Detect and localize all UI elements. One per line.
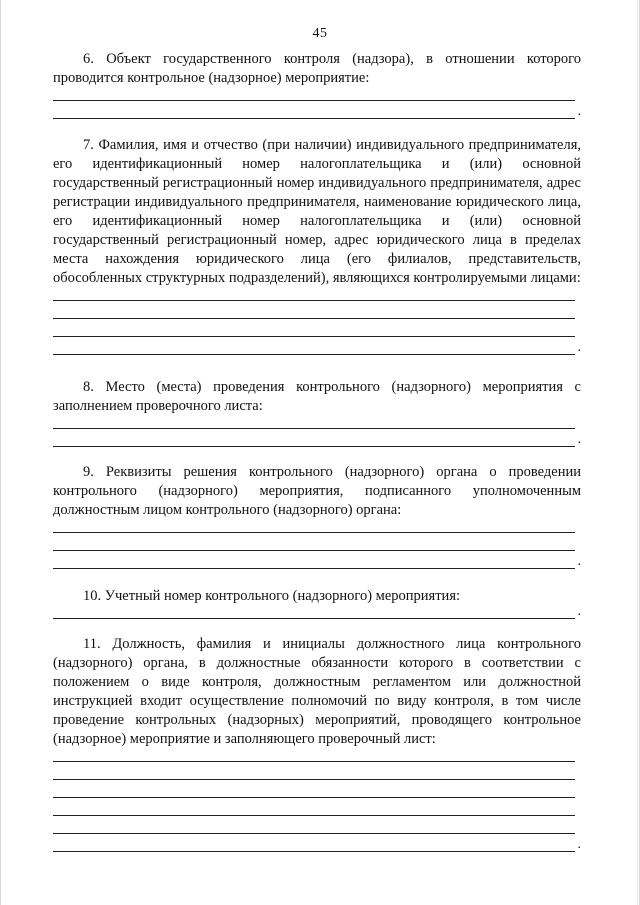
fill-line (53, 568, 575, 569)
fill-line (53, 100, 575, 101)
section-9 (53, 463, 581, 569)
fill-line (53, 428, 575, 429)
fill-line (53, 550, 575, 551)
fill-line (53, 118, 575, 119)
fill-line (53, 797, 575, 798)
fill-line (53, 318, 575, 319)
section-8-text: 8. Место (места) проведения контрольного (надзорного) мероприятия с заполнением проверочного листа: (53, 379, 581, 414)
fill-line (53, 833, 575, 834)
section-10 (53, 587, 581, 619)
fill-line (53, 815, 575, 816)
fill-line (53, 336, 575, 337)
section-6 (53, 50, 581, 119)
scan-edge-shadow (636, 0, 638, 905)
fill-line (53, 618, 575, 619)
page-number: 45 (312, 26, 328, 41)
section-11 (53, 635, 581, 852)
fill-line (53, 446, 575, 447)
section-10-text: 10. Учетный номер контрольного (надзорного) мероприятия: (83, 588, 461, 604)
section-11-text: 11. Должность, фамилия и инициалы должностного лица контрольного (надзорного) органа, в должностные обязанности которого в соответствии с положением о виде контроля, должностным регламентом или должностной инструкцией входит осуществление полномочий по виду контроля, в том числе проведение контрольных (надзорных) мероприятий, проводящего контрольное (надзорное) мероприятие и заполняющего проверочный лист: (53, 636, 581, 747)
section-6-text: 6. Объект государственного контроля (надзора), в отношении которого проводится контрольное (надзорное) мероприятие: (53, 51, 581, 86)
fill-line (53, 300, 575, 301)
fill-line (53, 532, 575, 533)
fill-line (53, 354, 575, 355)
section-8 (53, 378, 581, 447)
section-7 (53, 136, 581, 355)
section-9-text: 9. Реквизиты решения контрольного (надзорного) органа о проведении контрольного (надзорного) мероприятия, подписанного уполномоченным должностным лицом контрольного (надзорного) органа: (53, 464, 581, 518)
section-7-text: 7. Фамилия, имя и отчество (при наличии) индивидуального предпринимателя, его идентификационный номер налогоплательщика и (или) основной государственный регистрационный номер индивидуального предпринимателя, адрес регистрации индивидуального предпринимателя, наименование юридического лица, его идентификационный номер налогоплательщика и (или) основной государственный регистрационный номер, адрес юридического лица в пределах места нахождения юридического лица (его филиалов, представительств, обособленных структурных подразделений), являющихся контролируемыми лицами: (53, 137, 581, 286)
fill-line (53, 851, 575, 852)
fill-line (53, 779, 575, 780)
fill-line (53, 761, 575, 762)
